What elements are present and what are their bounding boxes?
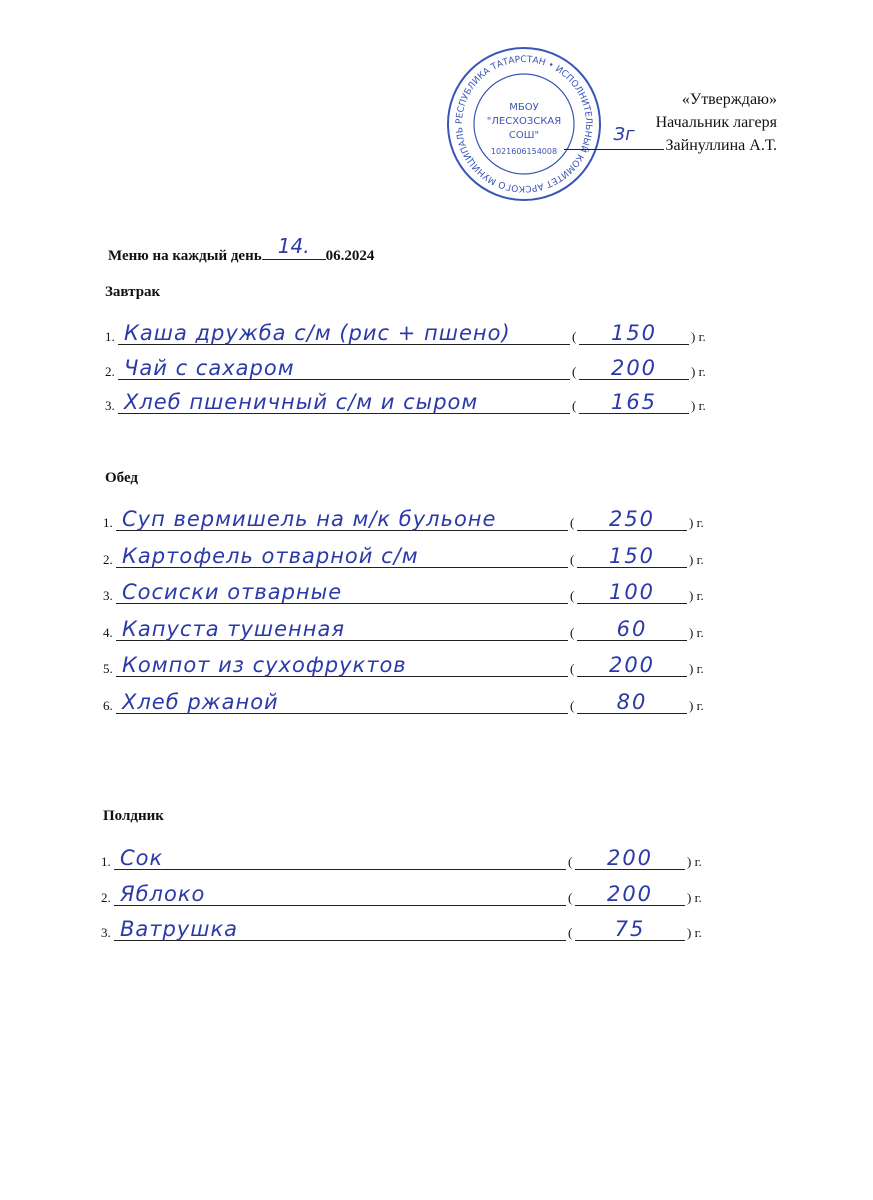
approval-name: Зайнуллина А.Т. [665,137,777,154]
item-name-field [116,691,568,714]
menu-item-row [105,392,715,416]
item-qty: 200 [610,356,658,380]
item-qty-field [575,918,685,941]
open-paren: ( [570,698,575,713]
item-unit: ) г. [689,552,704,567]
item-name-field [116,545,568,568]
menu-item-row [101,884,711,908]
item-qty: 75 [614,917,646,941]
item-number: 1. [103,515,113,530]
menu-day-value: 14. [277,234,310,258]
item-qty: 200 [606,846,654,870]
item-name: Хлеб пшеничный с/м и сыром [124,390,479,414]
item-name: Сосиски отварные [122,580,343,604]
stamp-center-line-1: МБОУ [509,102,539,113]
item-name: Картофель отварной с/м [122,544,419,568]
item-qty: 200 [606,882,654,906]
menu-item-row [103,619,713,643]
item-qty-field [577,654,687,677]
item-number: 2. [105,364,115,379]
item-unit: ) г. [691,329,706,344]
stamp-center-line-4: 1021606154008 [490,147,558,156]
open-paren: ( [572,398,577,413]
item-number: 5. [103,661,113,676]
open-paren: ( [572,329,577,344]
section-title-breakfast: Завтрак [105,284,161,300]
open-paren: ( [570,588,575,603]
item-name-field [116,654,568,677]
item-qty: 150 [608,544,656,568]
open-paren: ( [570,661,575,676]
open-paren: ( [568,925,573,940]
item-qty-field [577,581,687,604]
item-unit: ) г. [689,515,704,530]
item-number: 6. [103,698,113,713]
menu-title-date: 06.2024 [325,248,375,264]
item-qty-field [577,545,687,568]
item-qty-field [577,618,687,641]
menu-item-row [103,692,713,716]
menu-item-row [103,655,713,679]
open-paren: ( [570,515,575,530]
item-name: Сок [120,846,164,870]
item-qty: 165 [610,390,658,414]
approval-position: Начальник лагеря [655,114,777,131]
section-title-snack: Полдник [103,808,164,824]
menu-item-row [101,919,711,943]
item-name-field [114,847,566,870]
item-unit: ) г. [689,625,704,640]
item-number: 3. [105,398,115,413]
item-unit: ) г. [687,925,702,940]
item-qty: 80 [616,690,648,714]
section-title-lunch: Обед [105,470,139,486]
item-qty-field [577,691,687,714]
item-number: 1. [101,854,111,869]
menu-day-field [262,234,326,260]
item-unit: ) г. [687,854,702,869]
menu-item-row [101,848,711,872]
menu-title [108,234,375,265]
item-name: Капуста тушенная [122,617,346,641]
item-number: 2. [101,890,111,905]
item-unit: ) г. [689,661,704,676]
item-name-field [116,581,568,604]
item-qty-field [575,883,685,906]
item-qty: 200 [608,653,656,677]
open-paren: ( [568,854,573,869]
menu-title-prefix: Меню на каждый день [108,248,262,264]
open-paren: ( [568,890,573,905]
item-name: Каша дружба с/м (рис + пшено) [124,321,511,345]
item-unit: ) г. [689,588,704,603]
item-name-field [118,322,570,345]
item-number: 1. [105,329,115,344]
item-number: 2. [103,552,113,567]
item-name: Суп вермишель на м/к бульоне [122,507,497,531]
menu-item-row [103,509,713,533]
item-name: Чай с сахаром [124,356,295,380]
approval-signature-row [564,124,777,157]
item-qty: 60 [616,617,648,641]
item-unit: ) г. [691,398,706,413]
item-unit: ) г. [689,698,704,713]
item-name-field [118,391,570,414]
handwritten-signature: Зг [613,124,635,145]
item-qty: 150 [610,321,658,345]
menu-item-row [103,546,713,570]
stamp-center-line-2: "ЛЕСХОЗСКАЯ [486,116,562,127]
approval-heading: «Утверждаю» [681,91,777,108]
item-qty: 100 [608,580,656,604]
stamp-outer-text: РЕСПУБЛИКА ТАТАРСТАН • ИСПОЛНИТЕЛЬНЫЙ КОМИТЕТ АРСКОГО МУНИЦИПАЛЬ [454,54,594,194]
menu-item-row [105,358,715,382]
item-qty-field [577,508,687,531]
open-paren: ( [570,625,575,640]
item-qty-field [575,847,685,870]
item-name-field [114,918,566,941]
approval-block [564,88,777,157]
menu-item-row [103,582,713,606]
menu-item-row [105,323,715,347]
signature-line [564,124,664,150]
item-name: Яблоко [120,882,206,906]
item-name-field [118,357,570,380]
open-paren: ( [570,552,575,567]
item-number: 3. [103,588,113,603]
stamp-center-line-3: СОШ" [508,130,540,141]
item-name: Ватрушка [120,917,239,941]
item-name-field [116,618,568,641]
item-qty-field [579,357,689,380]
open-paren: ( [572,364,577,379]
item-name: Хлеб ржаной [122,690,279,714]
item-name: Компот из сухофруктов [122,653,407,677]
item-name-field [116,508,568,531]
item-number: 4. [103,625,113,640]
item-qty: 250 [608,507,656,531]
item-qty-field [579,391,689,414]
item-name-field [114,883,566,906]
item-unit: ) г. [687,890,702,905]
item-unit: ) г. [691,364,706,379]
item-number: 3. [101,925,111,940]
item-qty-field [579,322,689,345]
